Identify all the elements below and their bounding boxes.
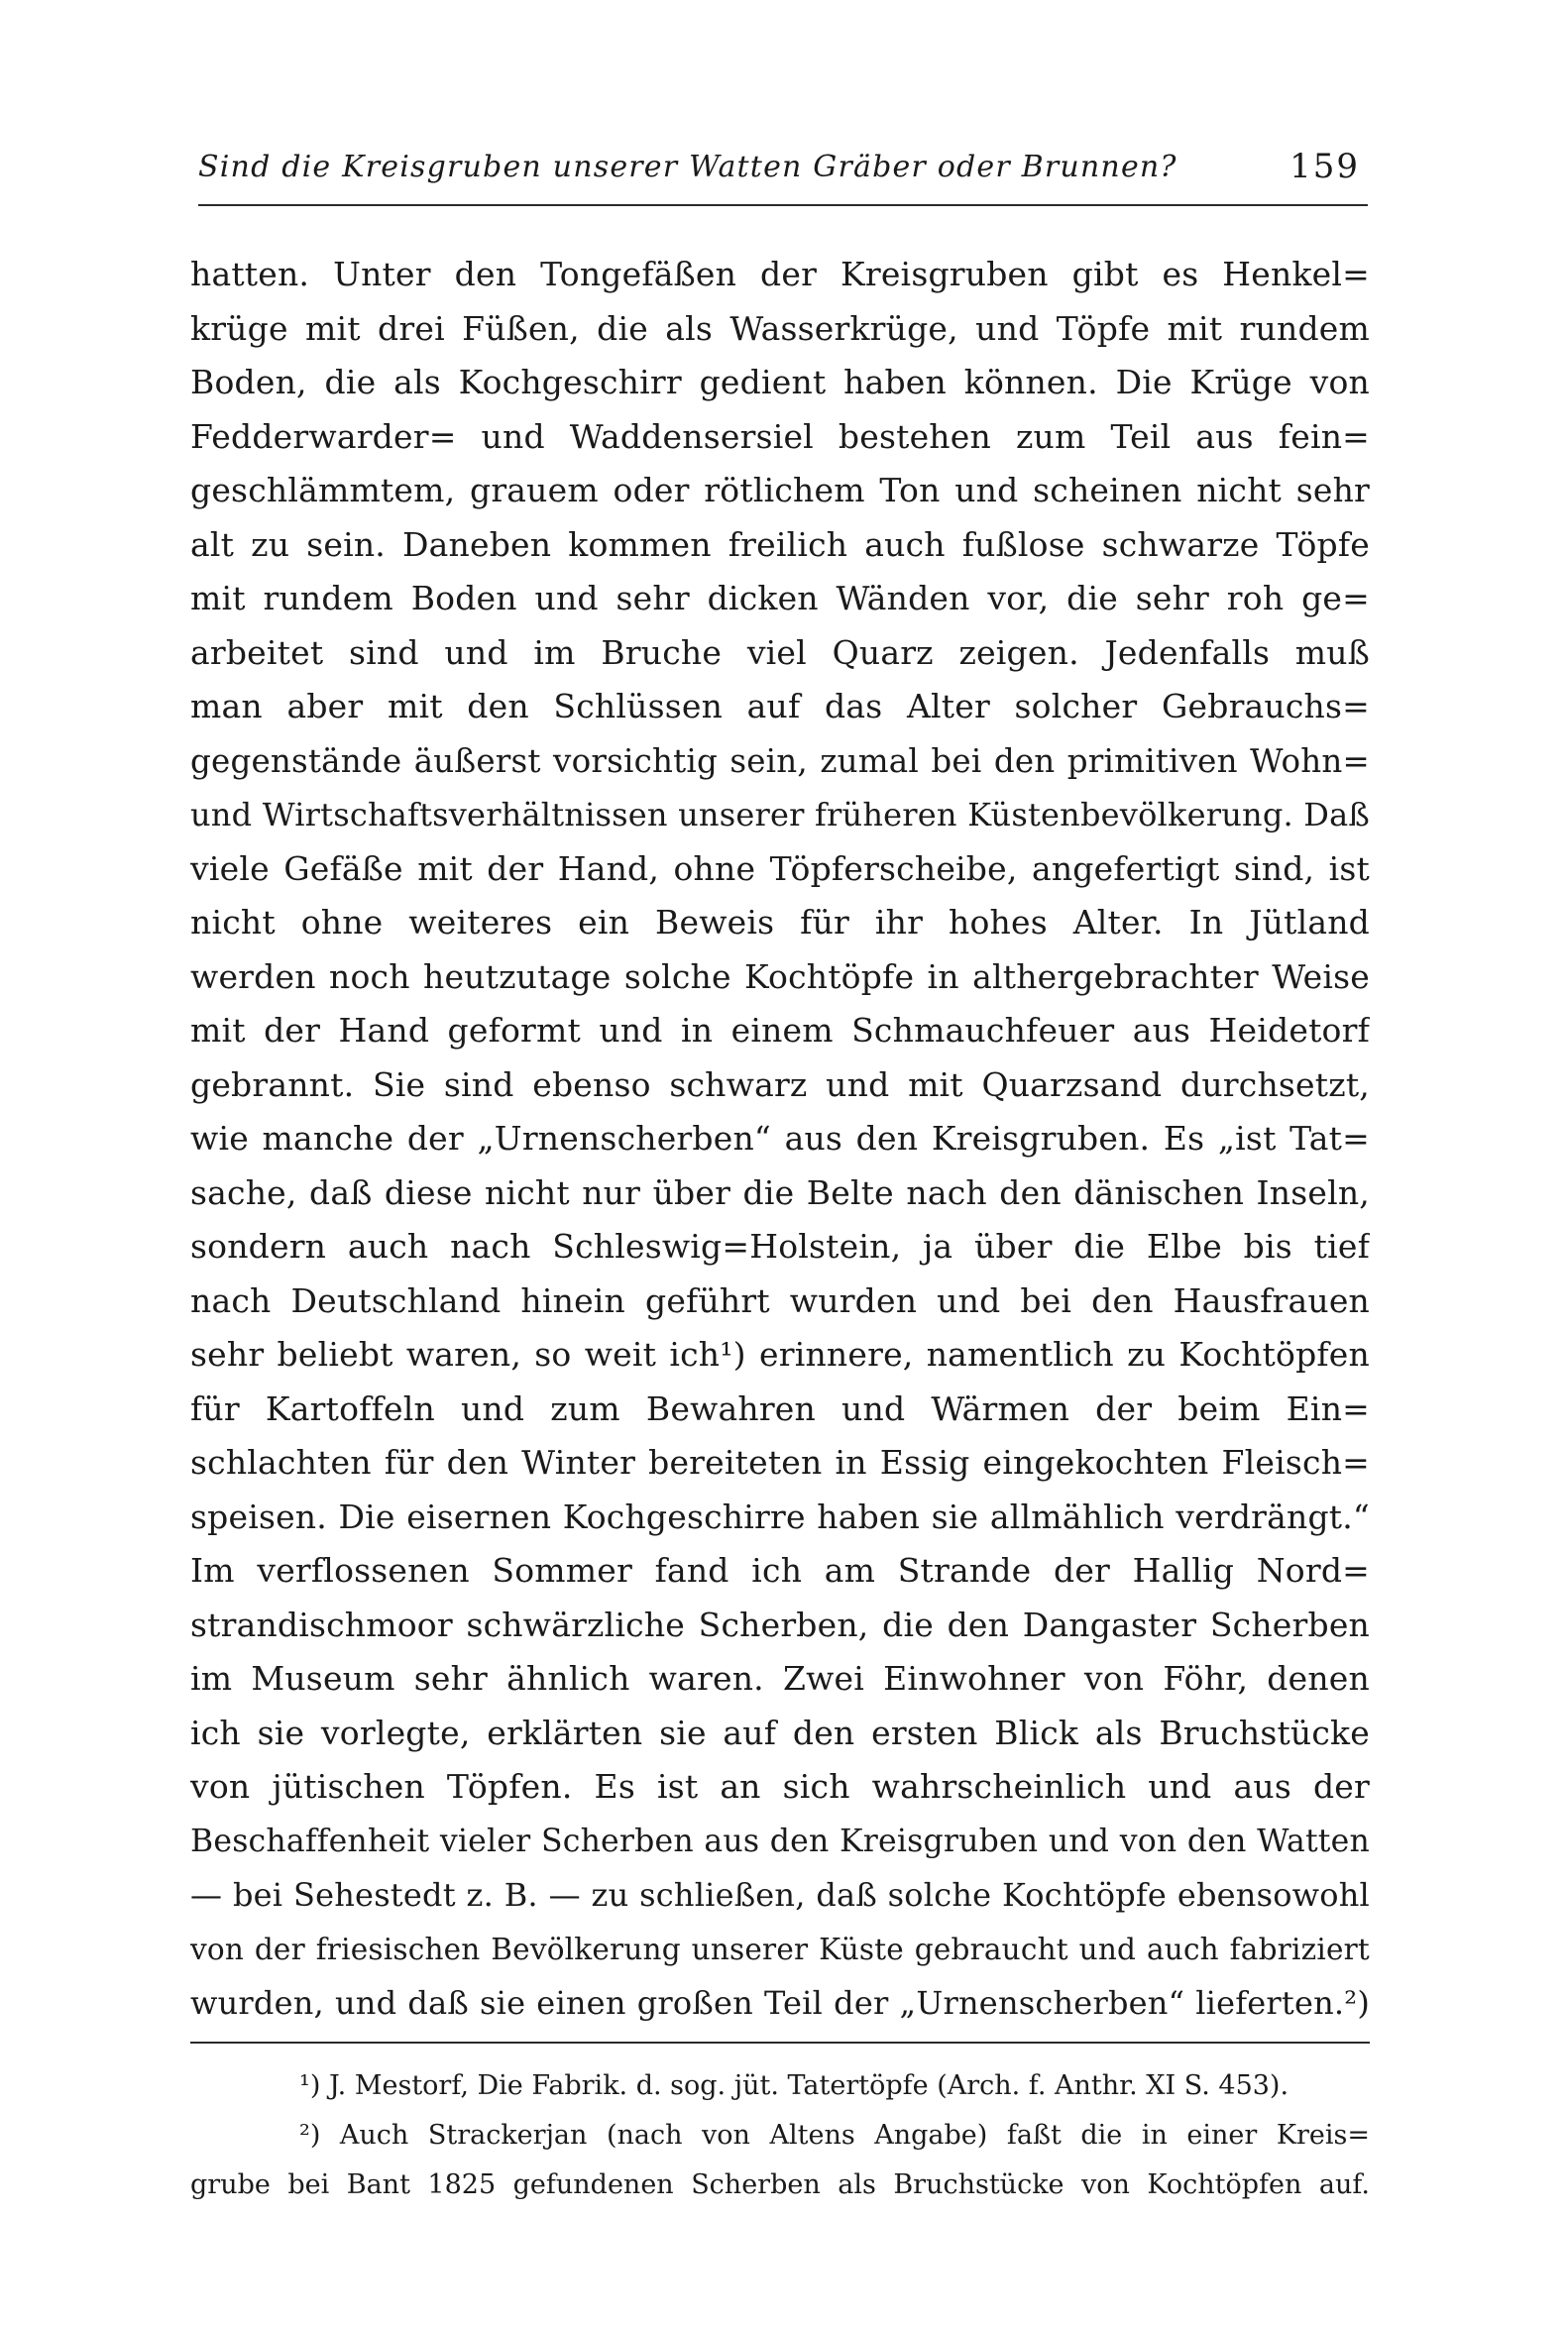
- text-line: schlachten für den Winter bereiteten in Essig eingekochten Fleisch=: [190, 1443, 1370, 1482]
- text-line: und Wirtschaftsverhältnissen unserer früheren Küstenbevölkerung. Daß: [190, 796, 1370, 833]
- text-line: gegenstände äußerst vorsichtig sein, zumal bei den primitiven Wohn=: [190, 741, 1370, 780]
- text-line: alt zu sein. Daneben kommen freilich auch fußlose schwarze Töpfe: [190, 524, 1370, 564]
- text-line: mit rundem Boden und sehr dicken Wänden vor, die sehr roh ge=: [190, 579, 1370, 617]
- text-line: nach Deutschland hinein geführt wurden und bei den Hausfrauen: [190, 1280, 1370, 1320]
- text-line: sondern auch nach Schleswig=Holstein, ja über die Elbe bis tief: [190, 1227, 1370, 1266]
- text-line: arbeitet sind und im Bruche viel Quarz zeigen. Jedenfalls muß: [190, 632, 1370, 672]
- text-line: krüge mit drei Füßen, die als Wasserkrüge, und Töpfe mit rundem: [190, 308, 1370, 348]
- running-head: [198, 139, 1368, 194]
- text-line: sehr beliebt waren, so weit ich¹) erinnere, namentlich zu Kochtöpfen: [190, 1335, 1370, 1374]
- text-line: geschlämmtem, grauem oder rötlichem Ton und scheinen nicht sehr: [190, 471, 1370, 509]
- text-line: von der friesischen Bevölkerung unserer Küste gebraucht und auch fabriziert: [190, 1932, 1370, 1966]
- text-line: Fedderwarder= und Waddensersiel bestehen zum Teil aus fein=: [190, 416, 1370, 456]
- running-title: Sind die Kreisgruben unserer Watten Gräber oder Brunnen?: [198, 149, 1177, 184]
- text-line: von jütischen Töpfen. Es ist an sich wahrscheinlich und aus der: [190, 1767, 1370, 1806]
- page-number: 159: [1289, 147, 1360, 186]
- text-line: speisen. Die eisernen Kochgeschirre haben sie allmählich verdrängt.“: [190, 1497, 1370, 1536]
- text-line: Im verflossenen Sommer fand ich am Strande der Hallig Nord=: [190, 1551, 1370, 1590]
- text-line: für Kartoffeln und zum Bewahren und Wärmen der beim Ein=: [190, 1388, 1370, 1428]
- text-line: strandischmoor schwärzliche Scherben, die den Dangaster Scherben: [190, 1605, 1370, 1644]
- text-line: ich sie vorlegte, erklärten sie auf den ersten Blick als Bruchstücke: [190, 1713, 1370, 1752]
- footnote-1: ¹) J. Mestorf, Die Fabrik. d. sog. jüt. Tatertöpfe (Arch. f. Anthr. XI S. 453).: [299, 2070, 1289, 2101]
- footnote-2-continued: grube bei Bant 1825 gefundenen Scherben als Bruchstücke von Kochtöpfen auf.: [190, 2169, 1370, 2200]
- text-line: nicht ohne weiteres ein Beweis für ihr hohes Alter. In Jütland: [190, 903, 1370, 942]
- text-line: gebrannt. Sie sind ebenso schwarz und mit Quarzsand durchsetzt,: [190, 1064, 1370, 1104]
- footnotes: [190, 2061, 1370, 2210]
- text-line: Beschaffenheit vieler Scherben aus den Kreisgruben und von den Watten: [190, 1823, 1370, 1859]
- text-line: — bei Sehestedt z. B. — zu schließen, daß solche Kochtöpfe ebensowohl: [190, 1876, 1370, 1914]
- text-line: mit der Hand geformt und in einem Schmauchfeuer aus Heidetorf: [190, 1011, 1370, 1050]
- text-line: hatten. Unter den Tongefäßen der Kreisgruben gibt es Henkel=: [190, 255, 1370, 293]
- text-line: man aber mit den Schlüssen auf das Alter solcher Gebrauchs=: [190, 687, 1370, 725]
- text-line: Boden, die als Kochgeschirr gedient haben können. Die Krüge von: [190, 363, 1370, 401]
- text-line: sache, daß diese nicht nur über die Belte nach den dänischen Inseln,: [190, 1172, 1370, 1212]
- text-line: werden noch heutzutage solche Kochtöpfe in althergebrachter Weise: [190, 956, 1370, 996]
- header-rule: [198, 204, 1368, 206]
- text-line: wurden, und daß sie einen großen Teil der „Urnenscherben“ lieferten.²): [190, 1984, 1370, 2022]
- footnote-rule: [190, 2042, 1370, 2044]
- text-line: wie manche der „Urnenscherben“ aus den Kreisgruben. Es „ist Tat=: [190, 1119, 1370, 1158]
- footnote-2: ²) Auch Strackerjan (nach von Altens Angabe) faßt die in einer Kreis=: [299, 2120, 1370, 2151]
- body-text: [190, 248, 1370, 2031]
- text-line: viele Gefäße mit der Hand, ohne Töpferscheibe, angefertigt sind, ist: [190, 848, 1370, 888]
- text-line: im Museum sehr ähnlich waren. Zwei Einwohner von Föhr, denen: [190, 1659, 1370, 1698]
